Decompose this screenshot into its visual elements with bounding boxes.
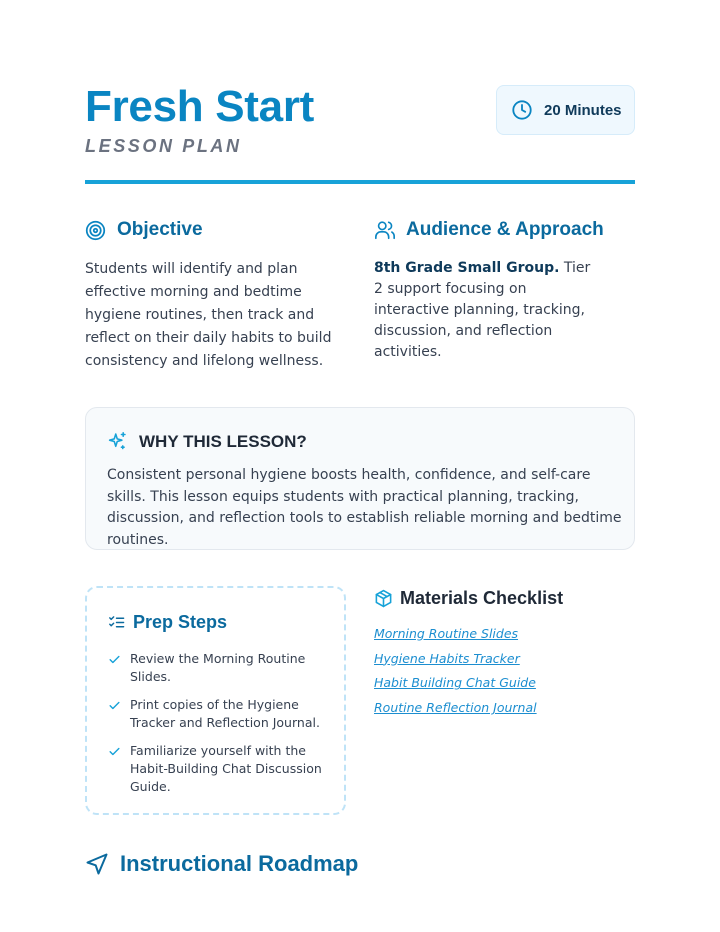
roadmap-title: Instructional Roadmap bbox=[120, 851, 359, 876]
prep-steps-card bbox=[85, 586, 346, 815]
material-link-morning-routine-slides[interactable]: Morning Routine Slides bbox=[374, 626, 519, 641]
box-icon bbox=[374, 589, 393, 608]
prep-list bbox=[108, 650, 328, 806]
prep-item-text: Print copies of the Hygiene Tracker and Reflection Journal. bbox=[130, 697, 320, 730]
materials-heading bbox=[374, 588, 563, 609]
prep-item bbox=[108, 742, 328, 796]
why-text: Consistent personal hygiene boosts health, confidence, and self-care skills. This lesson equips students with practical planning, tracking, discussion, and reflection tools to establish reliable morning and bedtime routines. bbox=[107, 467, 622, 548]
prep-item bbox=[108, 696, 328, 732]
prep-item-text: Review the Morning Routine Slides. bbox=[130, 651, 306, 684]
objective-title: Objective bbox=[117, 219, 203, 240]
audience-heading bbox=[374, 219, 604, 241]
sparkles-icon bbox=[107, 431, 128, 452]
users-icon bbox=[374, 219, 396, 241]
why-title: WHY THIS LESSON? bbox=[139, 431, 307, 451]
materials-list bbox=[374, 625, 537, 724]
why-heading bbox=[107, 431, 307, 452]
roadmap-heading bbox=[85, 851, 358, 877]
prep-title: Prep Steps bbox=[133, 612, 228, 632]
audience-description: Tier 2 support focusing on interactive planning, tracking, discussion, and reflection activities. bbox=[374, 260, 591, 360]
material-link-habit-building-chat-guide[interactable]: Habit Building Chat Guide bbox=[374, 675, 536, 691]
material-item bbox=[374, 674, 537, 699]
navigation-icon bbox=[85, 852, 109, 876]
duration-badge bbox=[496, 85, 635, 135]
target-icon bbox=[85, 220, 106, 241]
objective-text: Students will identify and plan effective morning and bedtime hygiene routines, then track and reflect on their daily habits to build consistency and lifelong wellness. bbox=[85, 261, 332, 369]
audience-title: Audience & Approach bbox=[406, 219, 604, 240]
objective-heading bbox=[85, 219, 203, 241]
prep-item bbox=[108, 650, 328, 686]
audience-text bbox=[374, 258, 594, 363]
header-divider bbox=[85, 180, 635, 184]
duration-label: 20 Minutes bbox=[544, 101, 622, 119]
prep-heading bbox=[108, 612, 227, 633]
material-link-hygiene-habits-tracker[interactable]: Hygiene Habits Tracker bbox=[374, 650, 520, 666]
check-icon bbox=[108, 699, 121, 712]
prep-item-text: Familiarize yourself with the Habit-Building Chat Discussion Guide. bbox=[130, 743, 322, 794]
why-this-lesson-card bbox=[85, 407, 635, 550]
lesson-plan-page bbox=[85, 0, 635, 932]
check-icon bbox=[108, 653, 121, 666]
clock-icon bbox=[511, 99, 533, 121]
audience-group: 8th Grade Small Group. bbox=[374, 260, 560, 276]
material-item bbox=[374, 699, 537, 724]
material-link-routine-reflection-journal[interactable]: Routine Reflection Journal bbox=[374, 700, 537, 716]
check-icon bbox=[108, 745, 121, 758]
list-check-icon bbox=[108, 614, 125, 631]
materials-title: Materials Checklist bbox=[400, 588, 564, 608]
material-item bbox=[374, 625, 537, 650]
page-subtitle: LESSON PLAN bbox=[85, 136, 242, 156]
material-item bbox=[374, 650, 537, 675]
page-title: Fresh Start bbox=[85, 82, 314, 131]
